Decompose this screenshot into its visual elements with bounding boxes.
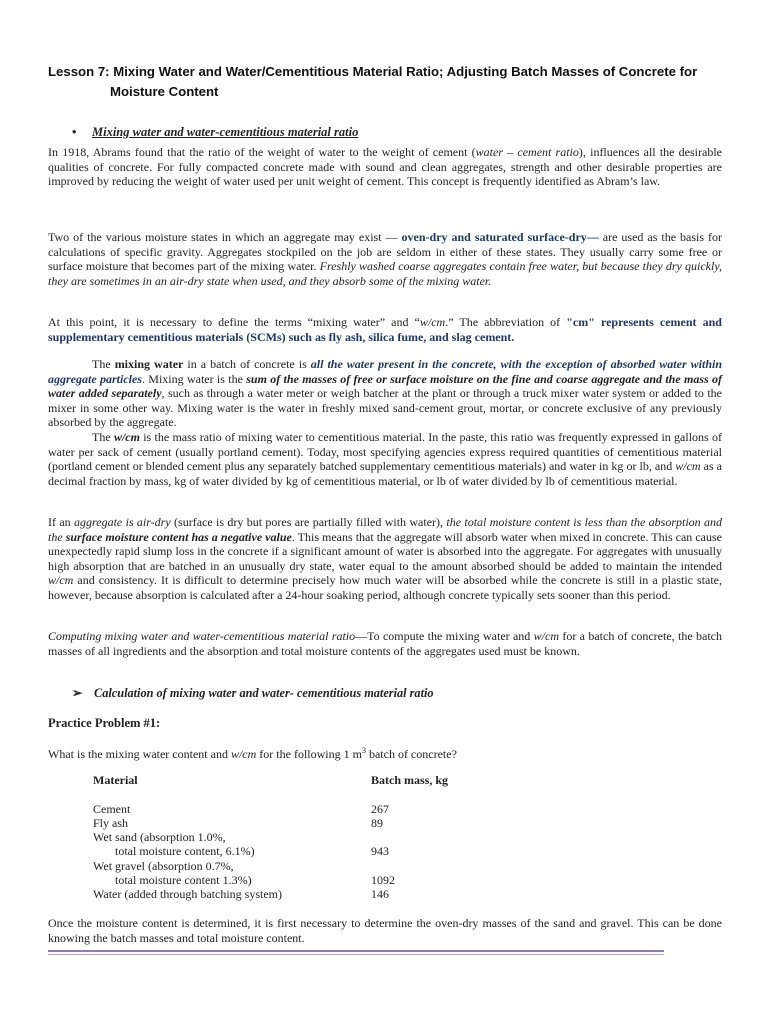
text: In 1918, Abrams found that the ratio of the weight of water to the weight of cement ( [48,145,476,159]
text: are used as the basis for calculations of specific gravity. Aggregates stockpiled on the job are seldom in either of these states. They usually carry some free or surface moisture that becomes part of the mixing water. [48,230,723,274]
text-bold-italic: surface moisture content has a negative value [65,529,292,544]
header-material: Material [93,773,138,787]
highlight-blue: oven-dry and saturated surface-dry— [401,230,599,244]
paragraph-abrams-law [48,145,722,189]
text-italic: the total moisture content is less than the absorption and the [48,515,723,544]
text: ), influences all the desirable qualities of concrete. For fully compacted concrete made with sound and clean aggregates, strength and other desirable properties are improved by reducing the weight of water used per unit weight of cement. This concept is frequently identified as Abram’s law. [48,145,722,189]
title-line-1: Lesson 7: Mixing Water and Water/Cementitious Material Ratio; Adjusting Batch Masses of Concrete for [48,64,698,79]
cell-mass: 1092 [371,873,395,888]
text: in a batch of concrete is [183,357,311,371]
text-italic: w/cm [533,629,559,643]
footer-rule [48,950,664,952]
text-bold-italic: w/cm [113,430,140,444]
cell-mass: 943 [371,844,389,859]
text: What is the mixing water content and [48,747,231,761]
paragraph-computing-mixing-water [48,629,722,658]
cell-mass: 89 [371,815,383,830]
text-italic: water – cement ratio [475,145,579,159]
cell-material: Wet sand (absorption 1.0%, [93,830,226,845]
highlight-blue: "cm" represents cement and supplementary cementitious materials (SCMs) such as fly ash, silica fume, and slag cement. [48,315,722,344]
text: . Mixing water is the [141,371,247,386]
text-italic: w/cm [48,573,74,588]
text: as a decimal fraction by mass, kg of water divided by kg of cementitious material, or lb of water divided by lb of cementitious material. [48,459,722,488]
text: batch of concrete? [365,747,457,761]
text: for the following 1 m [256,747,362,761]
text-bold: mixing water [114,357,184,371]
text: is the mass ratio of mixing water to cementitious material. In the paste, this ratio was frequently expressed in gallons of water per sack of cement (usually portland cement). Today, most specifying agencies express required quantities of cementitious material (portland cement or blended cement plus any separately batched supplementary cementitious materials) and water in kg or lb, and [48,430,723,474]
text: Two of the various moisture states in which an aggregate may exist — [48,230,402,244]
text: .” The abbreviation of [445,315,567,329]
section-heading-text: Calculation of mixing water and water- cementitious material ratio [94,686,434,700]
practice-question [48,746,457,762]
superscript: 3 [361,746,366,755]
practice-problem-heading: Practice Problem #1: [48,716,161,730]
text: (surface is dry but pores are partially filled with water), [170,515,447,529]
text: . This means that the aggregate will absorb water when mixed in concrete. This can cause unexpectedly rapid slump loss in the concrete if a significant amount of water is absorbed into the aggregate. For aggregates with unusually high absorption that are batched in an unusually dry state, water equal to the amount absorbed should be added to maintain the intended [48,529,722,573]
cell-material: total moisture content 1.3%) [115,873,252,888]
cell-mass: 267 [371,801,389,816]
bullet-icon: • [72,125,77,139]
section-heading-mixing-water [72,125,358,140]
footer-rule-thin [48,954,664,955]
text: At this point, it is necessary to define the terms “mixing water” and “ [48,315,420,329]
text-italic: w/cm [419,315,446,329]
header-batch-mass: Batch mass, kg [371,773,449,787]
paragraph-closing: Once the moisture content is determined, it is first necessary to determine the oven-dry masses of the sand and gravel. This can be done knowing the batch masses and total moisture content. [48,916,722,945]
cell-material: Water (added through batching system) [93,887,282,902]
text-italic: Freshly washed coarse aggregates contain free water, but because they dry quickly, they are sometimes in an air-dry state when used, and they absorb some of the mixing water. [48,259,722,288]
title-line-2: Moisture Content [110,84,219,99]
text-italic: aggregate is air-dry [74,515,171,529]
section-heading-text: Mixing water and water-cementitious material ratio [92,125,359,139]
text-bold-italic: sum of the masses of free or surface moisture on the fine and coarse aggregate and the mass of water added separately [48,371,722,401]
cell-material: Fly ash [93,815,129,830]
arrow-bullet-icon: ➢ [72,686,83,700]
cell-mass: 146 [371,887,389,902]
text: —To compute the mixing water and [355,629,534,643]
text-italic: Computing mixing water and water-cementitious material ratio [48,629,356,643]
text: The [92,430,114,444]
text: and consistency. It is difficult to determine precisely how much water will be absorbed while the concrete is still in a plastic state, however, because absorption is calculated after a 24-hour soaking period, although concrete typically sets sooner than this period. [48,573,722,602]
section-heading-calculation [72,686,434,701]
paragraph-mixing-water [48,357,722,430]
highlight-blue-italic: all the water present in the concrete, with the exception of absorbed water within aggregate particles [48,357,723,386]
text: for a batch of concrete, the batch masses of all ingredients and the absorption and total moisture contents of the aggregates used must be known. [48,629,722,658]
cell-material: total moisture content, 6.1%) [115,844,255,859]
paragraph-air-dry-aggregate [48,515,722,603]
text: The [92,357,115,371]
paragraph-moisture-states [48,230,722,288]
cell-material: Cement [93,801,131,816]
lesson-title [48,62,738,102]
cell-material: Wet gravel (absorption 0.7%, [93,858,234,873]
text: If an [48,515,75,529]
paragraph-definition-terms [48,315,722,344]
text: , such as through a water meter or weigh batcher at the plant or through a truck mixer water system or added to the mixer in some other way. Mixing water is the water in freshly mixed sand-cement grout, mortar, or concrete exclusive of any previously absorbed by the aggregate. [48,386,722,430]
text-italic: w/cm [675,459,701,474]
text-italic: w/cm [230,747,257,761]
paragraph-wcm-definition [48,430,722,488]
